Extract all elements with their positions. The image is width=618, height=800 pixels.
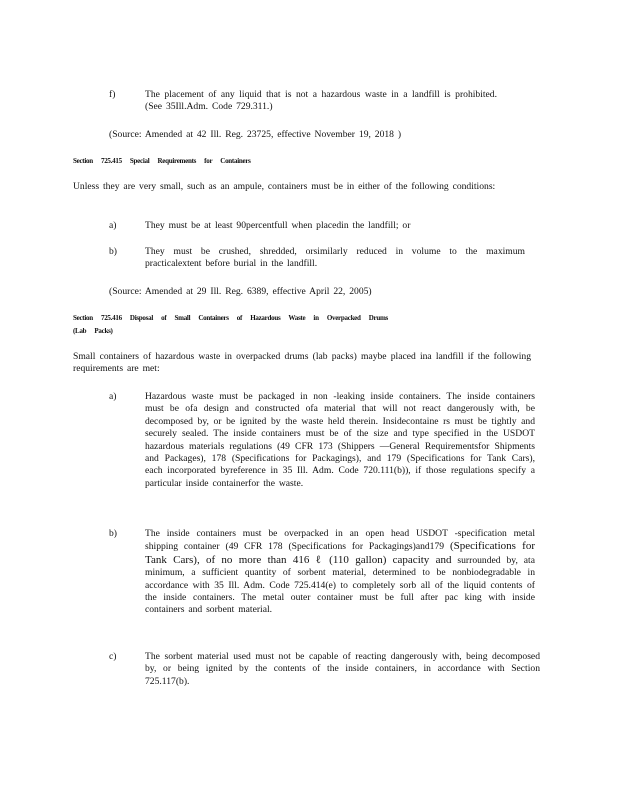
source-note-1: (Source: Amended at 42 Ill. Reg. 23725, effective November 19, 2018 ): [109, 129, 402, 140]
section-725-415-item-b-text: They must be crushed, shredded, orsimilarly reduced in volume to the maximum practicalextent before burial in the landfill.: [145, 246, 525, 270]
item-f-text: The placement of any liquid that is not a hazardous waste in a landfill is prohibited. (See 35Ill.Adm. Code 729.311.): [145, 89, 497, 113]
section-725-416-heading-line1: Section 725.416 Disposal of Small Containers of Hazardous Waste in Overpacked Drums: [73, 313, 389, 322]
section-725-416-item-a-label: a): [109, 391, 117, 402]
section-725-416-item-c-text: The sorbent material used must not be capable of reacting dangerously with, being decomposed by, or being ignited by the contents of the inside containers, in accordance with Section 725.117(b).: [145, 651, 540, 687]
section-725-415-heading: Section 725.415 Special Requirements for Containers: [73, 156, 251, 165]
section-725-415-item-a-text: They must be at least 90percentfull when placedin the landfill; or: [145, 220, 411, 231]
item-b-text-start: The inside containers must be overpacked in an open head USDOT -specification metal shipping container (49 CFR 178 (Specifications for Packagings)and179: [145, 528, 535, 553]
section-725-416-heading-line2: (Lab Packs): [73, 326, 113, 335]
section-725-415-item-a-label: a): [109, 220, 117, 231]
section-725-416-item-a-text: Hazardous waste must be packaged in non -leaking inside containers. The inside containers must be ofa design and constructed ofa material that will not react dangerously with, be decomposed by, or be ignited by the waste held therein. Insidecontaine rs must be tightly and securely sealed. The inside containers must be of the size and type specified in the USDOT hazardous materials regulations (49 CFR 173 (Shippers —General Requirementsfor Shipments and Packages), 178 (Specifications for Packagings), and 179 (Specifications for Tank Cars), each incorporated byreference in 35 Ill. Adm. Code 720.111(b)), if those regulations specify a particular inside containerfor the waste.: [145, 391, 535, 489]
section-725-416-item-c-label: c): [109, 651, 117, 662]
item-b-text-large: (Specifications for Tank Cars), of no more than 416 ℓ (110 gallon) capacity and: [145, 540, 535, 566]
section-725-415-item-b-label: b): [109, 246, 117, 257]
section-725-416-item-b-text: [145, 528, 535, 617]
section-725-416-intro: Small containers of hazardous waste in overpacked drums (lab packs) maybe placed ina landfill if the following requirements are met:: [73, 351, 531, 375]
item-f-label: f): [109, 89, 116, 100]
item-b-text-end: surrounded by, ata minimum, a sufficient quantity of sorbent material, determined to be nonbiodegradable in accordance with 35 Ill. Adm. Code 725.414(e) to completely sorb all of the liquid contents of the inside containers. The metal outer container must be full after pac king with inside containers and sorbent material.: [145, 554, 535, 616]
section-725-416-item-b-label: b): [109, 528, 117, 539]
section-725-415-intro: Unless they are very small, such as an ampule, containers must be in either of the following conditions:: [73, 181, 496, 192]
source-note-2: (Source: Amended at 29 Ill. Reg. 6389, effective April 22, 2005): [109, 286, 372, 297]
section-725-416-heading: [73, 311, 558, 337]
